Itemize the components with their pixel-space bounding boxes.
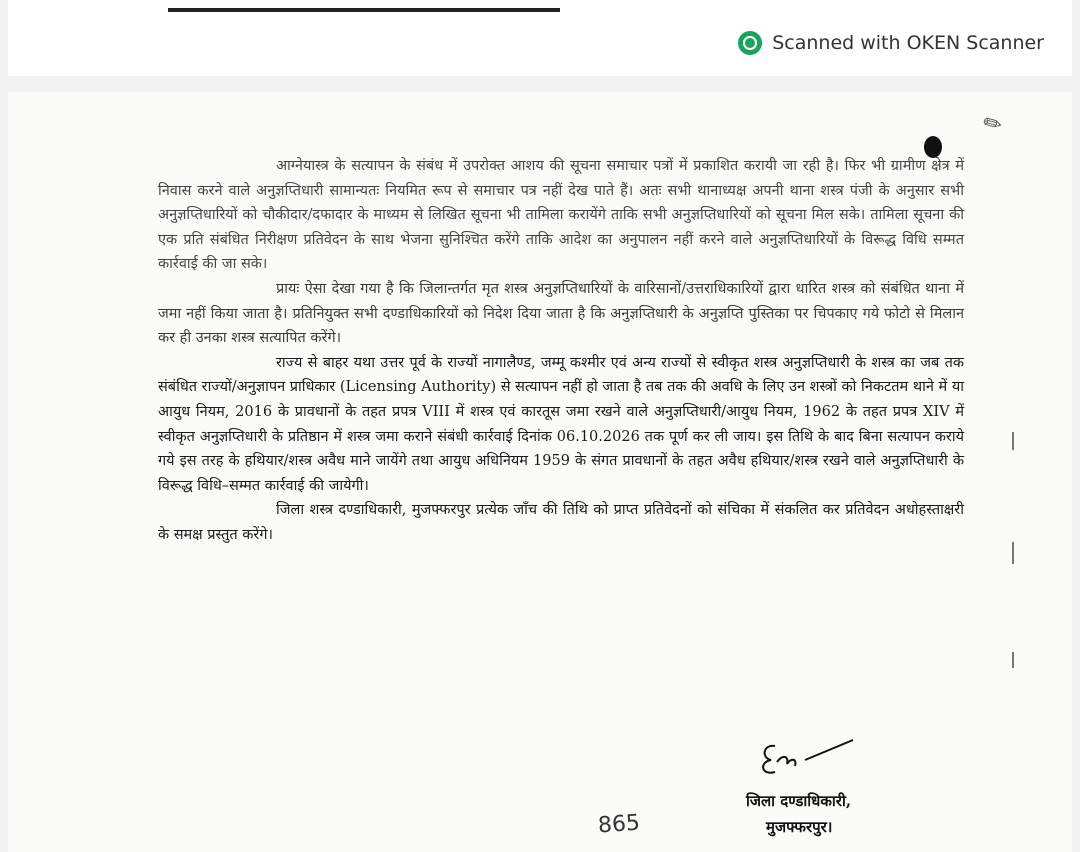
margin-tick [1012, 652, 1014, 668]
signatory-place: मुजफ्फरपुर। [766, 818, 833, 836]
margin-tick [1012, 542, 1014, 564]
paragraph-deceased-licensees: प्रायः ऐसा देखा गया है कि जिलान्तर्गत मृत शस्त्र अनुज्ञप्तिधारियों के वारिसानों/उत्तराधिकारियों द्वारा धारित शस्त्र को संबंधित थाना में जमा नहीं किया जाता है। प्रतिनियुक्त सभी दण्डाधिकारियों को निदेश दिया जाता है कि अनुज्ञप्तिधारी के अनुज्ञप्ति पुस्तिका पर चिपकाए गये फोटो से मिलान कर ही उनका शस्त्र सत्यापित करेंगे। [158, 280, 964, 347]
document-top-rule [168, 8, 560, 12]
scanner-watermark-text: Scanned with OKEN Scanner [772, 32, 1044, 54]
paragraph-verification-notice: आग्नेयास्त्र के सत्यापन के संबंध में उपरोक्त आशय की सूचना समाचार पत्रों में प्रकाशित करायी जा रही है। फिर भी ग्रामीण क्षेत्र में निवास करने वाले अनुज्ञप्तिधारी सामान्यतः नियमित रूप से समाचार पत्र नहीं देख पाते हैं। अतः सभी थानाध्यक्ष अपनी थाना शस्त्र पंजी के अनुसार सभी अनुज्ञप्तिधारियों को चौकीदार/दफादार के माध्यम से लिखित सूचना भी तामिला करायेंगे ताकि सभी अनुज्ञप्तिधारियों को सूचना मिल सके। तामिला सूचना की एक प्रति संबंधित निरीक्षण प्रतिवेदन के साथ भेजना सुनिश्चित करेंगे ताकि आदेश का अनुपालन नहीं करने वाले अनुज्ञप्तिधारियों के विरूद्ध विधि सम्मत कार्रवाई की जा सके। [158, 158, 964, 273]
document-body [158, 154, 964, 548]
margin-scribble: ✎ [978, 109, 1008, 140]
scanner-banner [8, 0, 1072, 76]
margin-tick [1012, 432, 1014, 450]
signatory-designation: जिला दण्डाधिकारी, [746, 792, 852, 810]
signatory-block [746, 788, 851, 840]
scanner-watermark [738, 30, 1044, 56]
scanned-page [8, 92, 1072, 852]
oken-scanner-logo-icon [738, 31, 762, 55]
signature [753, 732, 863, 782]
page-mark: 865 [597, 810, 641, 839]
paragraph-report-submission: जिला शस्त्र दण्डाधिकारी, मुजफ्फरपुर प्रत्येक जाँच की तिथि को प्राप्त प्रतिवेदनों को संचिका में संकलित कर प्रतिवेदन अधोहस्ताक्षरी के समक्ष प्रस्तुत करेंगे। [158, 502, 964, 543]
paragraph-outside-state-licences: राज्य से बाहर यथा उत्तर पूर्व के राज्यों नागालैण्ड, जम्मू कश्मीर एवं अन्य राज्यों से स्वीकृत शस्त्र अनुज्ञप्तिधारी के शस्त्र का जब तक संबंधित राज्यों/अनुज्ञापन प्राधिकार (Licensing Authority) से सत्यापन नहीं हो जाता है तब तक की अवधि के लिए उन शस्त्रों को निकटतम थाने में या आयुध नियम, 2016 के प्रावधानों के तहत प्रपत्र VIII में शस्त्र एवं कारतूस जमा रखने वाले अनुज्ञप्तिधारी/आयुध नियम, 1962 के तहत प्रपत्र XIV में स्वीकृत अनुज्ञप्तिधारी के प्रतिष्ठान में शस्त्र जमा कराने संबंधी कार्रवाई दिनांक 06.10.2026 तक पूर्ण कर ली जाय। इस तिथि के बाद बिना सत्यापन कराये गये इस तरह के हथियार/शस्त्र अवैध माने जायेंगे तथा आयुध अधिनियम 1959 के संगत प्रावधानों के तहत अवैध हथियार/शस्त्र रखने वाले अनुज्ञप्तिधारी के विरूद्ध विधि–सम्मत कार्रवाई की जायेगी। [158, 354, 964, 494]
